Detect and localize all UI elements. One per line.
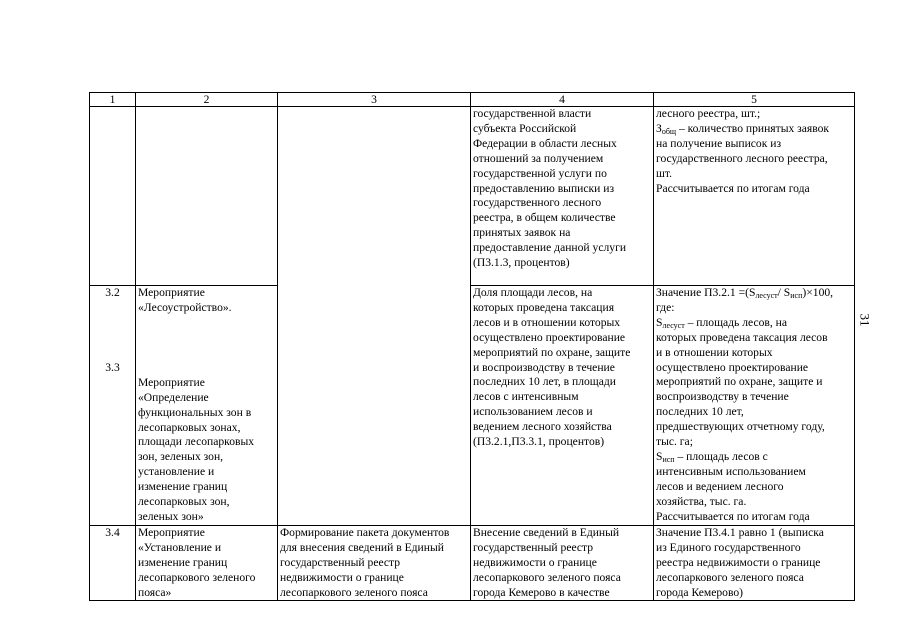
row-number: 3.3 xyxy=(105,360,120,374)
z-description: – количество принятых заявок на получение выписок из государственного лесного реестра, шт. Рассчитывается по итогам года xyxy=(656,121,830,195)
formula-where: где: xyxy=(656,300,675,314)
name-cell xyxy=(136,525,278,601)
indicator-text: Внесение сведений в Единый государственный реестр недвижимости о границе лесопаркового зеленого пояса города Кемерово в качестве xyxy=(473,525,621,599)
num-cell xyxy=(90,107,136,286)
header-cell: 2 xyxy=(136,93,278,107)
indicator-text: государственной власти субъекта Российской Федерации в области лесных отношений за получением государственной услуги по предоставлению выписки из государственного лесного реестра, в общем количестве принятых заявок на предоставление данной услуги (П3.1.3, процентов) xyxy=(473,107,627,270)
measure-name: Мероприятие «Лесоустройство». xyxy=(138,286,232,314)
num-cell xyxy=(90,286,136,526)
num-cell xyxy=(90,525,136,601)
formula-text: Значение П3.4.1 равно 1 (выписка из Единого государственного реестра недвижимости о границе лесопаркового зеленого пояса города Кемерово) xyxy=(656,525,824,599)
measure-name: Мероприятие «Определение функциональных зон в лесопарковых зонах, площади лесопарковых зон, зеленых зон, установление и изменение границ лесопарковых зон, зеленых зон» xyxy=(138,375,255,523)
table-row xyxy=(90,107,855,286)
header-cell: 3 xyxy=(278,93,471,107)
formula-variable: $S_{лесуст}$ – площадь лесов, на которых проведена таксация лесов и в отношении которых осуществлено проектирование мероприятий по охране, защите и воспроизводству в течение последних 10 лет, предшествующих отчетному году, тыс. га; xyxy=(656,315,828,449)
formula-cell xyxy=(654,525,855,601)
name-cell xyxy=(136,286,278,526)
z-subscript: общ xyxy=(661,126,677,136)
indicators-table xyxy=(89,92,855,601)
page-number: 31 xyxy=(857,313,873,327)
indicator-text: Доля площади лесов, на которых проведена таксация лесов и в отношении которых осуществлено проектирование мероприятий по охране, защите и воспроизводству в течение последних 10 лет, в площади лесов с интенсивным использованием лесов и ведением лесного хозяйства (П3.2.1,П3.3.1, процентов) xyxy=(473,286,631,449)
formula-line: лесного реестра, шт.; xyxy=(656,107,761,120)
name-cell xyxy=(136,107,278,286)
formula-cell xyxy=(654,286,855,526)
header-cell: 5 xyxy=(654,93,855,107)
method-cell xyxy=(278,107,471,526)
header-cell: 1 xyxy=(90,93,136,107)
formula-variable: $S_{исп}$ – площадь лесов с интенсивным использованием лесов и ведением лесного хозяйства, тыс. га. Рассчитывается по итогам года xyxy=(656,449,810,523)
header-cell: 4 xyxy=(471,93,654,107)
formula-cell xyxy=(654,107,855,286)
indicator-cell xyxy=(471,525,654,601)
method-cell xyxy=(278,525,471,601)
indicator-cell xyxy=(471,286,654,526)
table-row xyxy=(90,286,855,526)
formula-text xyxy=(656,122,852,197)
row-number: 3.2 xyxy=(105,286,120,299)
indicator-cell xyxy=(471,107,654,286)
z-symbol: З xyxy=(656,121,662,135)
formula-expression: Значение $П3.2.1 =(S_{лесуст}/$ $S_{исп})\times 100$, xyxy=(656,286,834,300)
row-number: 3.4 xyxy=(105,525,120,539)
method-text: Формирование пакета документов для внесения сведений в Единый государственный реестр недвижимости о границе лесопаркового зеленого пояса xyxy=(280,525,450,599)
header-row xyxy=(90,93,855,107)
table-row xyxy=(90,525,855,601)
measure-name: Мероприятие «Установление и изменение границ лесопаркового зеленого пояса» xyxy=(138,525,256,599)
